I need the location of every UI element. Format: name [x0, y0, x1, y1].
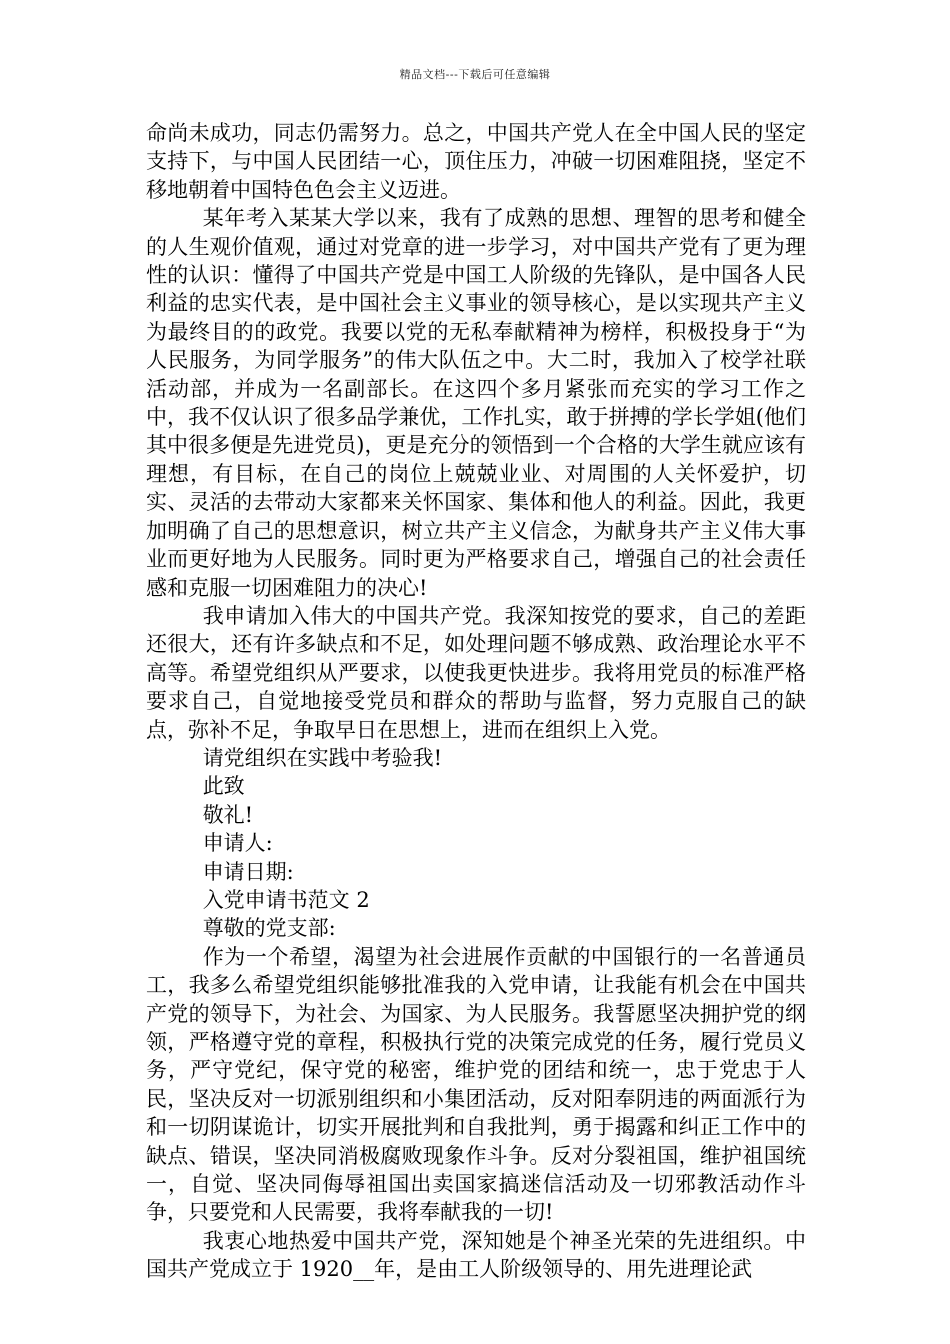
paragraph-university: 某年考入某某大学以来，我有了成熟的思想、理智的思考和健全的人生观价值观，通过对党章的进一步学习，对中国共产党有了更为理性的认识：懂得了中国共产党是中国工人阶级的先锋队，是中国各人民利益的忠实代表，是中国社会主义事业的领导核心，是以实现共产主义为最终目的的政党。我要以党的无私奉献精神为榜样，积极投身于“为人民服务，为同学服务”的伟大队伍之中。大二时，我加入了校学社联活动部，并成为一名副部长。在这四个多月紧张而充实的学习工作之中，我不仅认识了很多品学兼优，工作扎实，敢于拼搏的学长学姐(他们其中很多便是先进党员)，更是充分的领悟到一个合格的大学生就应该有理想，有目标，在自己的岗位上兢兢业业、对周围的人关怀爱护，切实、灵活的去带动大家都来关怀国家、集体和他人的利益。因此，我更加明确了自己的思想意识，树立共产主义信念，为献身共产主义伟大事业而更好地为人民服务。同时更为严格要求自己，增强自己的社会责任感和克服一切困难阻力的决心! — [146, 206, 806, 600]
document-body — [146, 119, 806, 1284]
paragraph-bank-employee: 作为一个希望，渴望为社会进展作贡献的中国银行的一名普通员工，我多么希望党组织能够批准我的入党申请，让我能有机会在中国共产党的领导下，为社会、为国家、为人民服务。我誓愿坚决拥护党的纲领，严格遵守党的章程，积极执行党的决策完成党的任务，履行党员义务，严守党纪，保守党的秘密，维护党的团结和统一，忠于党忠于人民，坚决反对一切派别组织和小集团活动，反对阳奉阴违的两面派行为和一切阴谋诡计，切实开展批判和自我批判，勇于揭露和纠正工作中的缺点、错误，坚决同消极腐败现象作斗争。反对分裂祖国，维护祖国统一，自觉、坚决同侮辱祖国出卖国家搞迷信活动及一切邪教活动作斗争，只要党和人民需要，我将奉献我的一切! — [146, 944, 806, 1225]
line-jingli: 敬礼! — [202, 802, 254, 827]
section-title: 入党申请书范文 2 — [202, 887, 370, 912]
line-applicant: 申请人: — [202, 831, 273, 856]
salutation: 尊敬的党支部: — [202, 916, 336, 941]
line-date: 申请日期: — [202, 859, 294, 884]
line-cizhi: 此致 — [202, 774, 245, 799]
paragraph-application: 我申请加入伟大的中国共产党。我深知按党的要求，自己的差距还很大，还有许多缺点和不足，如处理问题不够成熟、政治理论水平不高等。希望党组织从严要求，以使我更快进步。我将用党员的标准严格要求自己，自觉地接受党员和群众的帮助与监督，努力克服自己的缺点，弥补不足，争取早日在思想上，进而在组织上入党。 — [146, 603, 806, 742]
page-header: 精品文档---下载后可任意编辑 — [399, 68, 551, 81]
paragraph-love-party: 我衷心地热爱中国共产党，深知她是个神圣光荣的先进组织。中国共产党成立于 1920__年，是由工人阶级领导的、用先进理论武 — [146, 1228, 806, 1282]
line-test-me: 请党组织在实践中考验我! — [202, 745, 443, 770]
paragraph-continuation: 命尚未成功，同志仍需努力。总之，中国共产党人在全中国人民的坚定支持下，与中国人民团结一心，顶住压力，冲破一切困难阻挠，坚定不移地朝着中国特色色会主义迈进。 — [146, 121, 806, 202]
